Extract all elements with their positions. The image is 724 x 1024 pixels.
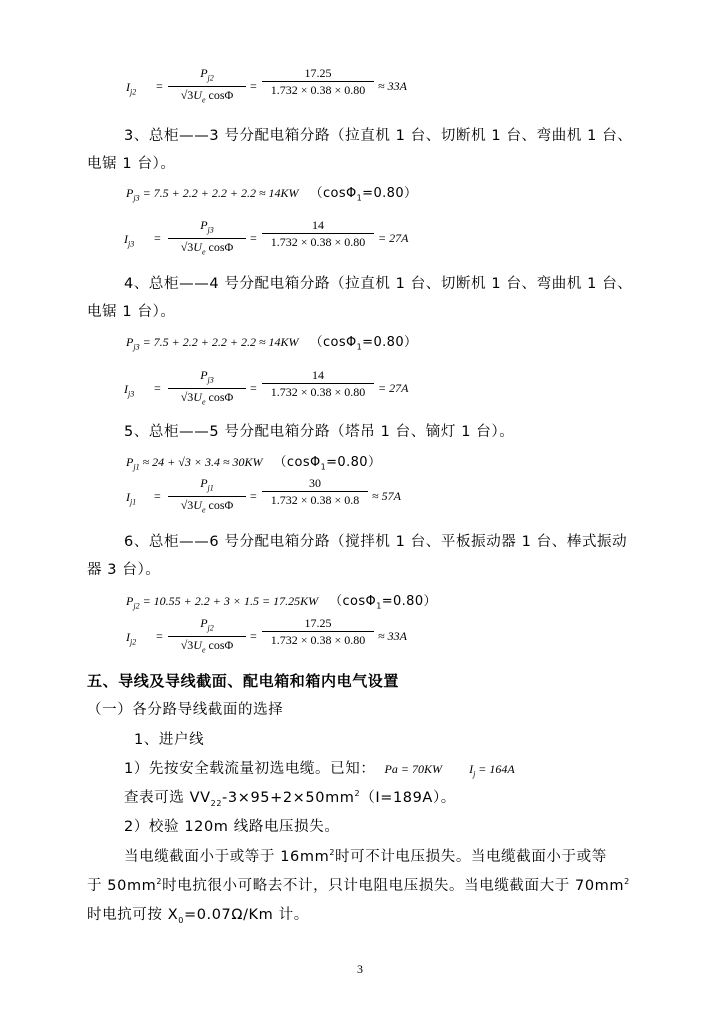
paragraph-3-line2: 电锯 1 台）。 [87,156,176,172]
step-1-line [124,757,515,778]
lhs: $I_{j2}$ [126,80,137,97]
fraction-numeric: 17.25 1.732 × 0.38 × 0.80 [262,66,374,97]
step-1-ij: $I_j = 164A$ [469,762,515,779]
step-1-pa: Pa = 70KW [384,762,442,776]
formula-current-j3-b: $I_{j3}$ = $P_{j3}$ $√3U_e$ cosΦ = 14 1.732 × 0.38 × 0.80 = 27A [124,368,424,410]
paragraph-6-line1: 6、总柜——6 号分配电箱分路（搅拌机 1 台、平板振动器 1 台、棒式振动 [124,534,628,550]
formula-current-j3-a: $I_{j3}$ = $P_{j3}$ $√3U_e$ cosΦ = 14 1.732 × 0.38 × 0.80 = 27A [124,218,424,260]
paragraph-5-line1: 5、总柜——5 号分配电箱分路（塔吊 1 台、镝灯 1 台）。 [124,424,515,440]
formula-current-j2-bottom: $I_{j2}$ = $P_{j2}$ $√3U_e$ cosΦ = 17.25 1.732 × 0.38 × 0.80 ≈ 33A [126,616,426,658]
fraction-symbolic: $P_{j3}$ $√3U_e$ cosΦ [168,218,246,260]
formula-current-j1: $I_{j1}$ = $P_{j1}$ $√3U_e$ cosΦ = 30 1.732 × 0.38 × 0.8 ≈ 57A [126,476,426,518]
subsection-heading: （一）各分路导线截面的选择 [87,702,284,718]
result: ≈ 33A [378,79,407,93]
fraction-symbolic: $P_{j2}$ $√3U_e$ cosΦ [168,616,246,658]
formula-power-j3-b: $P_{j3} = 7.5 + 2.2 + 2.2 + 2.2 \approx 14KW$ （cosΦ$_1$=0.80） [126,335,418,352]
paragraph-6-line2: 器 3 台）。 [87,562,161,578]
explanation-line-2: 于 $50mm^2$时电抗很小可略去不计，只计电阻电压损失。当电缆截面大于 $70mm^2$ [87,877,630,894]
section-heading: 五、导线及导线截面、配电箱和箱内电气设置 [87,672,400,690]
fraction-numeric: 14 1.732 × 0.38 × 0.80 [262,368,374,399]
formula-current-j2-top: $I_{j2}$ = $P_{j2}$ $√3U_e$ cosΦ = 17.25 1.732 × 0.38 × 0.80 ≈ 33A [126,66,426,108]
fraction-symbolic: $P_{j1}$ $√3U_e$ cosΦ [168,476,246,518]
page-number: 3 [357,962,363,976]
fraction-symbolic: $P_{j3}$ $√3U_e$ cosΦ [168,368,246,410]
formula-power-j3-a: $P_{j3} = 7.5 + 2.2 + 2.2 + 2.2 \approx 14KW$ （cosΦ$_1$=0.80） [126,186,418,203]
paragraph-3-line1: 3、总柜——3 号分配电箱分路（拉直机 1 台、切断机 1 台、弯曲机 1 台、 [124,128,633,144]
explanation-line-1: 当电缆截面小于或等于 $16mm^2$时可不计电压损失。当电缆截面小于或等 [124,848,607,865]
step-1-text: 1）先按安全载流量初选电缆。已知： [124,761,376,777]
formula-power-j1: $P_{j1} \approx 24 + √3 \times 3.4 \approx 30KW$ （cosΦ$_1$=0.80） [126,455,382,472]
table-selection-line: 查表可选 $VV_{22}-3\times 95+2\times 50mm^2(I=189A)$。 [124,789,456,808]
formula-power-j2: $P_{j2} = 10.55 + 2.2 + 3 \times 1.5 = 17.25KW$ （cosΦ$_1$=0.80） [126,594,437,611]
fraction-numeric: 30 1.732 × 0.38 × 0.8 [262,476,368,507]
fraction-symbolic: $P_{j2}$ $√3U_e$ cosΦ [168,66,246,108]
item-1-heading: 1、进户线 [134,732,205,748]
explanation-line-3: 时电抗可按 $X_0=0.07\Omega/Km$ 计。 [87,907,309,925]
fraction-numeric: 14 1.732 × 0.38 × 0.80 [262,218,374,249]
paragraph-4-line1: 4、总柜——4 号分配电箱分路（拉直机 1 台、切断机 1 台、弯曲机 1 台、 [124,276,633,292]
step-2-line: 2）校验 120m 线路电压损失。 [124,819,340,835]
paragraph-4-line2: 电锯 1 台）。 [87,304,176,320]
fraction-numeric: 17.25 1.732 × 0.38 × 0.80 [262,616,374,647]
